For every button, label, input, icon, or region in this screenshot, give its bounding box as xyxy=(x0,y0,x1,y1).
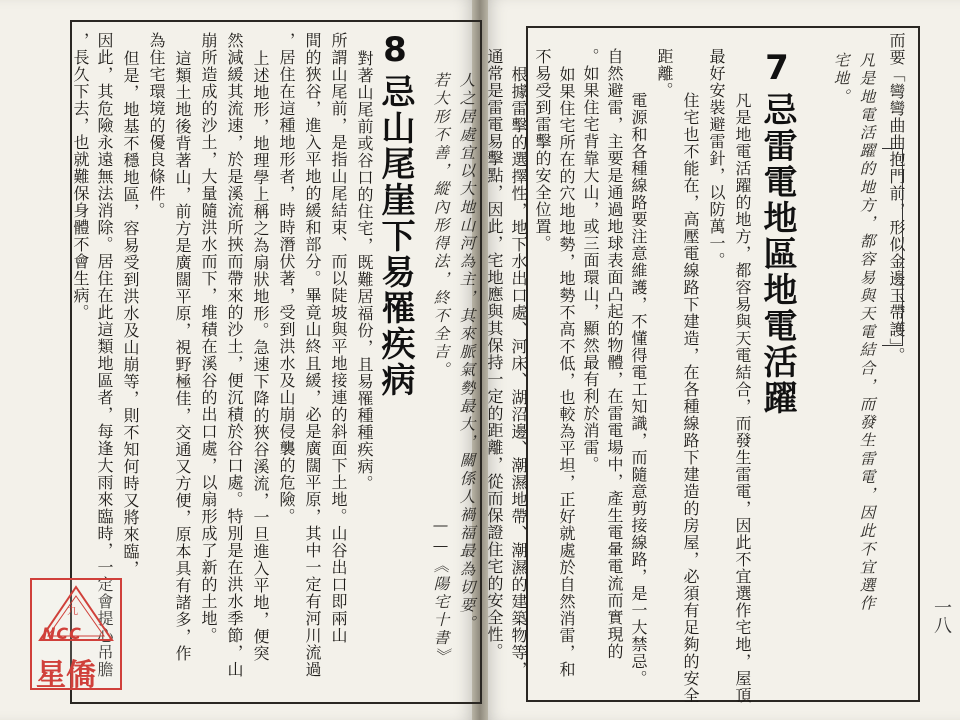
body-column-4: 距離。 xyxy=(655,48,674,99)
body-column-5: 上述地形，地理學上稱之為扇狀地形。急速下降的狹谷溪流，一旦進入平地，便突 xyxy=(251,50,270,662)
body-column-6: 自然避雷，主要是通過地球表面凸起的物體，在雷電場中，產生電暈電流而實現的 xyxy=(605,48,624,660)
watermark-stamp xyxy=(30,578,122,693)
heading-title: 忌雷電地區地電活躍 xyxy=(757,92,797,416)
stamp-small-glyph: 九 xyxy=(67,604,78,617)
quote-bracket xyxy=(882,148,903,346)
heading-number: 7 xyxy=(757,48,797,92)
right-text-frame xyxy=(485,26,920,704)
section-heading-7 xyxy=(757,48,797,416)
heading-number: 8 xyxy=(375,30,415,74)
body-column-8: 這類土地後背著山，前方是廣闊平原，視野極佳，交通又方便，原本具有諸多，作 xyxy=(173,50,192,662)
top-column: 而要「彎彎曲曲抱門前，形似金邊玉帶護」。 xyxy=(887,32,906,364)
body-column-11: 通常是雷電易擊點，因此，宅地應與其保持一定的距離，從而保證住宅的安全性。 xyxy=(485,48,504,660)
body-column-3: 住宅也不能在，高壓電線路下建造，在各種線路下建造的房屋，必須有足夠的安全 xyxy=(681,92,700,704)
body-column-9: 不易受到雷擊的安全位置。 xyxy=(533,48,552,252)
quote-line-2: 若大形不善，縱內形得法，終不全吉。 xyxy=(431,72,450,380)
left-text-frame xyxy=(70,20,482,704)
body-column-12: ，長久下去，也就難保身體不會生病。 xyxy=(71,32,90,321)
body-column-2: 最好安裝避雷針，以防萬一。 xyxy=(707,48,726,269)
section-heading-8 xyxy=(375,30,415,398)
quote-line-1: 人之居處宜以大地山河為主，其來脈氣勢最大，關係人禍福最為切要。 xyxy=(457,72,476,634)
body-column-6: 然減緩其流速，於是溪流所挾而帶來的沙土，便沉積於谷口處。特別是在洪水季節，山 xyxy=(225,32,244,678)
body-column-7: 崩所造成的沙土，大量隨洪水而下，堆積在溪谷的出口處，以扇形成了新的土地。 xyxy=(199,32,218,644)
page-number: 一八 xyxy=(931,598,952,634)
body-column-11: 因此，其危險永遠無法消除。居住在此這類地區者，每逢大雨來臨時，一定會提心吊膽 xyxy=(95,32,114,678)
quote-source: ——《陽宅十書》 xyxy=(431,516,450,666)
body-column-7: 。如果住宅背靠大山，或三面環山，顯然最有利於消雷。 xyxy=(581,48,600,473)
body-column-1: 凡是地電活躍的地方，都容易與天電結合，而發生雷電，因此不宜選作宅地，屋頂 xyxy=(733,92,752,704)
body-column-5: 電源和各種線路要注意維護，不懂得電工知識，而隨意剪接線路，是一大禁忌。 xyxy=(629,92,648,687)
body-column-1: 對著山尾前或谷口的住宅，既難居福份，且易罹種種疾病。 xyxy=(355,50,374,492)
body-column-10: 但是，地基不穩地區，容易受到洪水及山崩等，則不知何時又將來臨， xyxy=(121,50,140,577)
body-column-4: ，居住在這種地形者，時時潛伏著，受到洪水及山崩侵襲的危險。 xyxy=(277,32,296,525)
stamp-brand-text: 星僑 xyxy=(36,658,96,693)
quote-line-2: 宅地。 xyxy=(831,52,850,107)
heading-title: 忌山尾崖下易罹疾病 xyxy=(375,74,415,398)
stamp-latin-text: NCC xyxy=(42,624,82,643)
body-column-2: 所謂山尾前，是指山尾結束、而以陡坡與平地接連的斜面下土地。山谷出口即兩山 xyxy=(329,32,348,644)
quote-line-1: 凡是地電活躍的地方，都容易與天電結合，而發生雷電，因此不宜選作 xyxy=(857,52,876,614)
body-column-3: 間的狹谷，進入平地的緩和部分。畢竟山終且緩，必是廣闊平原，其中一定有河川流過 xyxy=(303,32,322,678)
body-column-8: 如果住宅所在的穴地地勢，地勢不高不低，也較為平坦，正好就處於自然消雷，和 xyxy=(557,66,576,678)
body-column-10: 根據雷擊的選擇性，地下水出口處、河床、湖沼邊、潮濕地帶、潮濕的建築物等， xyxy=(509,66,528,678)
body-column-9: 為住宅環境的優良條件。 xyxy=(147,32,166,219)
